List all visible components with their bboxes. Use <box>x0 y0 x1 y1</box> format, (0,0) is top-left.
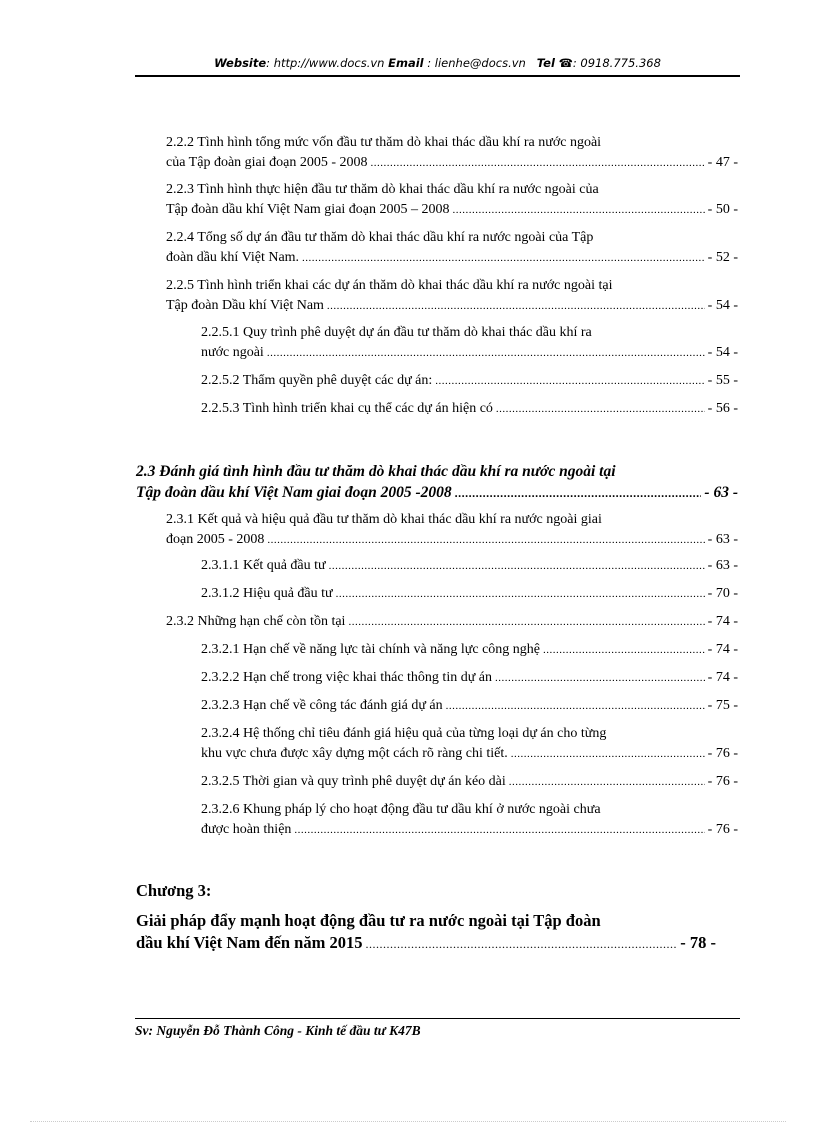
toc-entry-text: đoạn 2005 - 2008 <box>166 532 265 547</box>
toc-entry-text: 2.2.5.2 Thẩm quyền phê duyệt các dự án: <box>201 373 433 388</box>
page-header <box>135 56 740 70</box>
toc-entry-2-2-5[interactable] <box>166 276 738 316</box>
toc-leader <box>455 483 702 504</box>
toc-leader <box>495 668 705 688</box>
email-value[interactable]: : lienhe@docs.vn <box>427 56 526 70</box>
toc-leader <box>267 530 704 550</box>
toc-chapter-3[interactable] <box>136 910 716 955</box>
toc-page-number: - 63 - <box>707 558 738 573</box>
toc-entry-2-3-2-5[interactable] <box>201 772 738 792</box>
toc-entry-text: nước ngoài <box>201 345 264 360</box>
toc-page-number: - 55 - <box>707 373 738 388</box>
toc-leader <box>302 248 705 268</box>
toc-entry-2-3-2-2[interactable] <box>201 668 738 688</box>
toc-page-number: - 76 - <box>707 774 738 789</box>
toc-leader <box>365 933 677 955</box>
toc-page-number: - 78 - <box>680 933 716 952</box>
toc-leader <box>509 772 705 792</box>
toc-entry-text: Tập đoàn dầu khí Việt Nam giai đoạn 2005 – 2008 <box>166 202 450 217</box>
tel-label: Tel <box>536 56 555 70</box>
toc-page-number: - 74 - <box>707 614 738 629</box>
toc-entry-2-3-2-3[interactable] <box>201 696 738 716</box>
toc-entry-text: 2.2.5.3 Tình hình triển khai cụ thể các dự án hiện có <box>201 401 493 416</box>
toc-leader <box>336 584 705 604</box>
toc-entry-2-3-2-4[interactable] <box>201 724 738 764</box>
phone-icon: ☎ <box>558 56 573 70</box>
toc-entry-2-2-2[interactable] <box>166 133 738 173</box>
toc-page-number: - 74 - <box>707 670 738 685</box>
toc-entry-text: 2.3.1.1 Kết quả đầu tư <box>201 558 326 573</box>
page-edge <box>30 1121 786 1122</box>
website-label: Website <box>214 56 267 70</box>
toc-page-number: - 74 - <box>707 642 738 657</box>
toc-entry-2-3-2-1[interactable] <box>201 640 738 660</box>
toc-entry-text: 2.2.5.1 Quy trình phê duyệt dự án đầu tư thăm dò khai thác dầu khí ra <box>201 325 592 340</box>
toc-entry-text: 2.2.4 Tổng số dự án đầu tư thăm dò khai thác dầu khí ra nước ngoài của Tập <box>166 230 594 245</box>
toc-page-number: - 47 - <box>707 155 738 170</box>
toc-entry-text: 2.3.2 Những hạn chế còn tồn tại <box>166 614 346 629</box>
header-rule <box>135 75 740 77</box>
toc-entry-text: của Tập đoàn giai đoạn 2005 - 2008 <box>166 155 368 170</box>
toc-entry-text: 2.2.5 Tình hình triển khai các dự án thăm dò khai thác dầu khí ra nước ngoài tại <box>166 278 613 293</box>
toc-entry-text: 2.3.1.2 Hiệu quả đầu tư <box>201 586 333 601</box>
toc-page-number: - 50 - <box>707 202 738 217</box>
toc-entry-2-3-1-2[interactable] <box>201 584 738 604</box>
toc-leader <box>543 640 705 660</box>
toc-page-number: - 63 - <box>704 484 738 501</box>
toc-leader <box>446 696 705 716</box>
toc-page-number: - 52 - <box>707 250 738 265</box>
toc-entry-text: 2.2.3 Tình hình thực hiện đầu tư thăm dò khai thác dầu khí ra nước ngoài của <box>166 182 599 197</box>
toc-entry-text: 2.2.2 Tình hình tổng mức vốn đầu tư thăm dò khai thác dầu khí ra nước ngoài <box>166 135 602 150</box>
toc-leader <box>267 343 705 363</box>
email-label: Email <box>388 56 424 70</box>
toc-leader <box>511 744 705 764</box>
toc-entry-text: 2.3.2.3 Hạn chế về công tác đánh giá dự án <box>201 698 443 713</box>
toc-entry-2-2-4[interactable] <box>166 228 738 268</box>
toc-entry-2-2-3[interactable] <box>166 180 738 220</box>
toc-leader <box>435 371 704 391</box>
toc-section-text: 2.3 Đánh giá tình hình đầu tư thăm dò khai thác dầu khí ra nước ngoài tại <box>136 463 616 480</box>
toc-chapter-3-title <box>136 880 716 902</box>
footer-rule <box>135 1018 740 1019</box>
toc-section-2-3[interactable] <box>136 461 738 504</box>
toc-page-number: - 70 - <box>707 586 738 601</box>
toc-entry-text: 2.3.2.5 Thời gian và quy trình phê duyệt dự án kéo dài <box>201 774 506 789</box>
toc-entry-text: 2.3.2.2 Hạn chế trong việc khai thác thông tin dự án <box>201 670 493 685</box>
toc-leader <box>294 820 704 840</box>
tel-value: : 0918.775.368 <box>572 56 661 70</box>
toc-leader <box>329 556 705 576</box>
toc-entry-2-2-5-3[interactable] <box>201 399 738 419</box>
toc-entry-text: 2.3.1 Kết quả và hiệu quả đầu tư thăm dò khai thác dầu khí ra nước ngoài giai <box>166 512 602 527</box>
toc-page-number: - 54 - <box>707 298 738 313</box>
toc-entry-text: được hoàn thiện <box>201 822 292 837</box>
toc-leader <box>327 296 705 316</box>
toc-entry-2-3-1-1[interactable] <box>201 556 738 576</box>
toc-entry-2-3-2-6[interactable] <box>201 800 738 840</box>
toc-page-number: - 54 - <box>707 345 738 360</box>
toc-entry-2-3-2[interactable] <box>166 612 738 632</box>
toc-page-number: - 56 - <box>707 401 738 416</box>
chapter-text: dầu khí Việt Nam đến năm 2015 <box>136 933 363 952</box>
toc-entry-text: Tập đoàn Dầu khí Việt Nam <box>166 298 324 313</box>
toc-entry-2-2-5-2[interactable] <box>201 371 738 391</box>
toc-entry-text: 2.3.2.6 Khung pháp lý cho hoạt động đầu tư dầu khí ở nước ngoài chưa <box>201 802 601 817</box>
toc-entry-text: khu vực chưa được xây dựng một cách rõ ràng chi tiết. <box>201 746 508 761</box>
chapter-text: Giải pháp đẩy mạnh hoạt động đầu tư ra nước ngoài tại Tập đoàn <box>136 911 601 930</box>
toc-section-text: Tập đoàn dầu khí Việt Nam giai đoạn 2005 -2008 <box>136 484 452 501</box>
toc-page-number: - 76 - <box>707 822 738 837</box>
toc-page-number: - 75 - <box>707 698 738 713</box>
toc-leader <box>348 612 704 632</box>
toc-entry-text: đoàn dầu khí Việt Nam. <box>166 250 300 265</box>
toc-entry-2-2-5-1[interactable] <box>201 323 738 363</box>
chapter-title: Chương 3: <box>136 881 212 900</box>
toc-leader <box>371 153 705 173</box>
toc-leader <box>496 399 705 419</box>
toc-entry-text: 2.3.2.4 Hệ thống chỉ tiêu đánh giá hiệu quả của từng loại dự án cho từng <box>201 726 607 741</box>
toc-page-number: - 76 - <box>707 746 738 761</box>
toc-page-number: - 63 - <box>707 532 738 547</box>
toc-entry-text: 2.3.2.1 Hạn chế về năng lực tài chính và năng lực công nghệ <box>201 642 541 657</box>
toc-entry-2-3-1[interactable] <box>166 510 738 550</box>
page-footer: Sv: Nguyễn Đỗ Thành Công - Kinh tế đầu tư K47B <box>135 1023 421 1038</box>
toc-leader <box>453 200 705 220</box>
website-value[interactable]: : http://www.docs.vn <box>266 56 385 70</box>
